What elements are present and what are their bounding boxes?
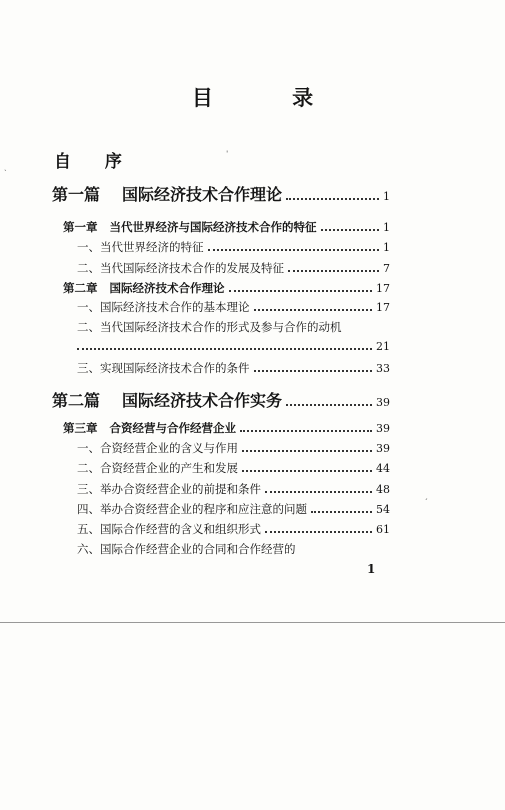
toc-section[interactable] (77, 460, 390, 476)
dot-leader (311, 511, 372, 513)
dot-leader (254, 309, 373, 311)
section-title: 四、举办合资经营企业的程序和应注意的问题 (77, 502, 307, 516)
toc-section[interactable] (77, 501, 390, 517)
page-number: 39 (376, 442, 390, 455)
part-title: 国际经济技术合作理论 (122, 185, 283, 204)
dot-leader (242, 470, 372, 472)
toc-section[interactable] (77, 239, 390, 255)
page-number: 1 (383, 221, 390, 234)
chapter-label: 第一章 (63, 220, 98, 234)
section-title: 一、当代世界经济的特征 (77, 240, 204, 254)
toc-section[interactable] (77, 521, 390, 537)
page-number: 1 (383, 241, 390, 254)
page-number: 39 (376, 422, 390, 435)
toc-chapter-2[interactable] (63, 280, 390, 296)
toc-chapter-3[interactable] (63, 420, 390, 436)
part-label: 第一篇 (52, 185, 101, 204)
section-title[interactable]: 六、国际合作经营企业的合同和合作经营的 (77, 542, 296, 556)
dot-leader (321, 229, 380, 231)
toc-section[interactable] (77, 360, 390, 376)
page-number: 7 (383, 262, 390, 275)
dot-leader (229, 290, 373, 292)
scan-edge-line (0, 622, 505, 623)
page-number: 17 (376, 282, 390, 295)
dot-leader (265, 531, 372, 533)
toc-part-1[interactable] (52, 182, 390, 205)
scan-speck: ˊ (424, 498, 428, 507)
dot-leader (208, 249, 380, 251)
part-title: 国际经济技术合作实务 (122, 391, 283, 410)
scan-speck: ˏ (4, 162, 7, 171)
section-title: 一、合资经营企业的含义与作用 (77, 441, 238, 455)
page-number: 33 (376, 362, 390, 375)
dot-leader (254, 370, 373, 372)
toc-chapter-1[interactable] (63, 219, 390, 235)
toc-section-continuation[interactable] (77, 340, 390, 353)
chapter-title: 合资经营与合作经营企业 (109, 421, 236, 435)
section-title: 三、实现国际经济技术合作的条件 (77, 361, 250, 375)
page-number: 21 (376, 340, 390, 353)
chapter-title: 当代世界经济与国际经济技术合作的特征 (109, 220, 317, 234)
section-title: 三、举办合资经营企业的前提和条件 (77, 482, 261, 496)
toc-section[interactable] (77, 299, 390, 315)
chapter-label: 第三章 (63, 421, 98, 435)
section-title: 五、国际合作经营的含义和组织形式 (77, 522, 261, 536)
page-number: 39 (376, 396, 390, 409)
chapter-title: 国际经济技术合作理论 (109, 281, 225, 295)
scan-speck: ˈ (226, 150, 229, 159)
section-title: 二、合资经营企业的产生和发展 (77, 461, 238, 475)
page-number: 48 (376, 483, 390, 496)
section-title[interactable]: 二、当代国际经济技术合作的形式及参与合作的动机 (77, 320, 342, 334)
toc-title: 目 录 (191, 86, 350, 110)
preface-entry[interactable]: 自 序 (54, 152, 136, 172)
dot-leader (77, 348, 372, 350)
dot-leader (288, 270, 379, 272)
toc-section[interactable] (77, 440, 390, 456)
page-number: 17 (376, 301, 390, 314)
toc-section[interactable] (77, 260, 390, 276)
section-title: 二、当代国际经济技术合作的发展及特征 (77, 261, 284, 275)
part-label: 第二篇 (52, 391, 101, 410)
dot-leader (242, 450, 372, 452)
page-number: 1 (383, 190, 390, 203)
dot-leader (265, 491, 372, 493)
toc-section[interactable] (77, 481, 390, 497)
section-title: 一、国际经济技术合作的基本理论 (77, 300, 250, 314)
dot-leader (240, 430, 372, 432)
dot-leader (286, 404, 372, 406)
page-number: 54 (376, 503, 390, 516)
chapter-label: 第二章 (63, 281, 98, 295)
page-folio: 1 (367, 562, 376, 576)
dot-leader (286, 198, 379, 200)
page-number: 44 (376, 462, 390, 475)
toc-part-2[interactable] (52, 388, 390, 411)
page-number: 61 (376, 523, 390, 536)
